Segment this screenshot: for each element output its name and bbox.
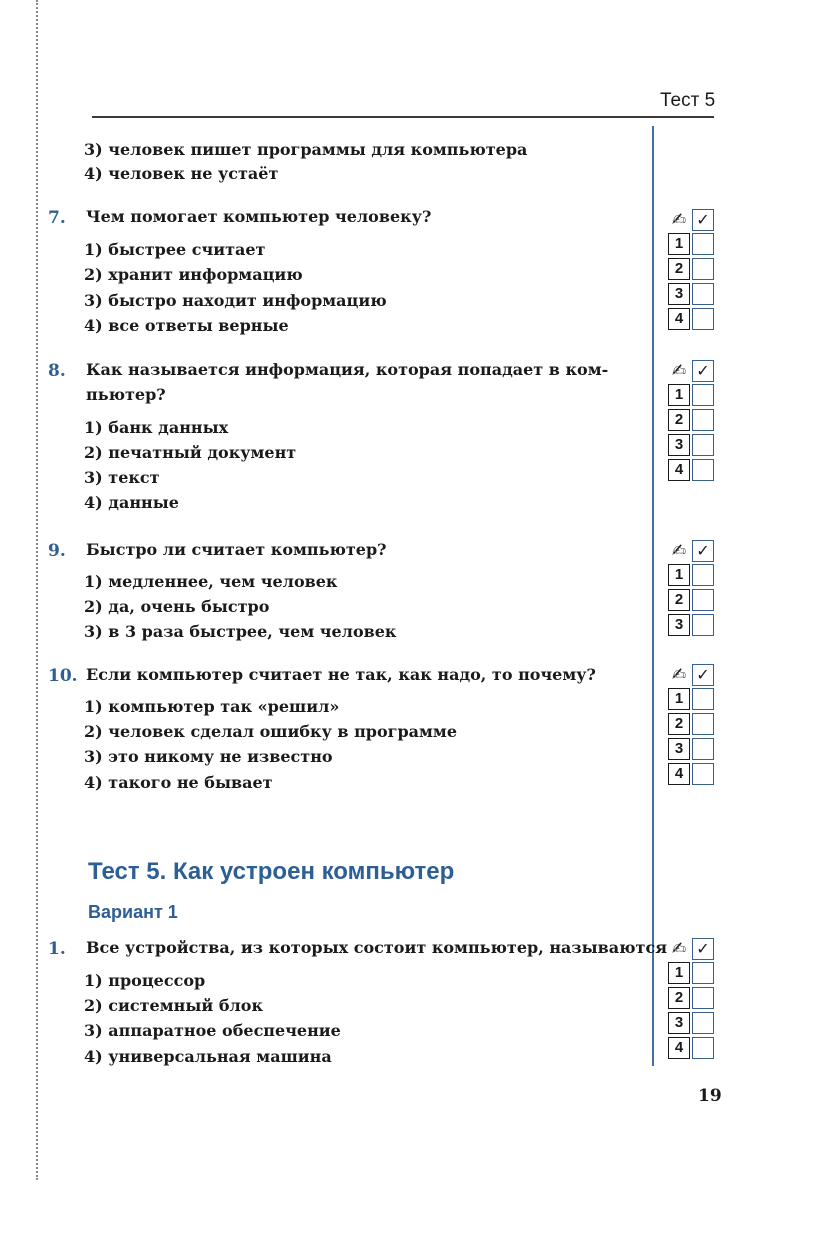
answer-number: 3 — [668, 434, 690, 456]
answer-checkbox[interactable] — [692, 233, 714, 255]
option: 2) печатный документ — [84, 443, 297, 462]
answer-checkbox[interactable] — [692, 384, 714, 406]
answer-checkbox[interactable] — [692, 564, 714, 586]
option: 3) аппаратное обеспечение — [84, 1021, 341, 1040]
question-text: Все устройства, из которых состоит компьютер, называются — [86, 938, 668, 957]
question-text: Чем помогает компьютер человеку? — [86, 207, 432, 226]
question-number: 9. — [48, 541, 66, 561]
option-text: человек пишет программы для компьютера — [108, 140, 528, 159]
option: 1) быстрее считает — [84, 240, 266, 259]
option: 3) текст — [84, 468, 160, 487]
answer-checkbox[interactable] — [692, 1012, 714, 1034]
answer-number: 1 — [668, 688, 690, 710]
answer-box — [668, 360, 718, 482]
margin-dotted-line — [36, 0, 38, 1180]
answer-checkbox[interactable] — [692, 1037, 714, 1059]
pencil-icon: ✍ — [671, 361, 687, 381]
answer-checkbox[interactable] — [692, 738, 714, 760]
check-icon: ✓ — [692, 209, 714, 231]
answer-checkbox[interactable] — [692, 434, 714, 456]
answer-box — [668, 664, 718, 786]
answer-checkbox[interactable] — [692, 459, 714, 481]
answer-checkbox[interactable] — [692, 713, 714, 735]
answer-column-rule — [652, 126, 654, 1066]
option: 4) такого не бывает — [84, 773, 273, 792]
option: 1) банк данных — [84, 418, 229, 437]
option: 4) универсальная машина — [84, 1047, 332, 1066]
option: 3) это никому не известно — [84, 747, 333, 766]
pencil-icon: ✍ — [671, 541, 687, 561]
answer-checkbox[interactable] — [692, 589, 714, 611]
answer-number: 4 — [668, 308, 690, 330]
answer-number: 4 — [668, 763, 690, 785]
check-icon: ✓ — [692, 540, 714, 562]
answer-number: 1 — [668, 962, 690, 984]
option: 1) медленнее, чем человек — [84, 572, 338, 591]
section-title: Тест 5. Как устроен компьютер — [88, 858, 455, 885]
option: 2) системный блок — [84, 996, 263, 1015]
option: 1) процессор — [84, 971, 206, 990]
option: 1) компьютер так «решил» — [84, 697, 340, 716]
question-text-continued: пьютер? — [86, 385, 166, 404]
option-number: 4) — [84, 164, 103, 183]
answer-number: 3 — [668, 738, 690, 760]
answer-checkbox[interactable] — [692, 258, 714, 280]
option-number: 3) — [84, 140, 103, 159]
answer-box — [668, 938, 718, 1060]
answer-box — [668, 209, 718, 331]
answer-number: 3 — [668, 614, 690, 636]
answer-checkbox[interactable] — [692, 283, 714, 305]
answer-number: 1 — [668, 384, 690, 406]
answer-number: 3 — [668, 1012, 690, 1034]
answer-checkbox[interactable] — [692, 688, 714, 710]
variant-title: Вариант 1 — [88, 902, 178, 922]
answer-box — [668, 540, 718, 637]
pencil-icon: ✍ — [671, 939, 687, 959]
check-icon: ✓ — [692, 664, 714, 686]
question-text: Как называется информация, которая попадает в ком- — [86, 360, 609, 379]
answer-number: 2 — [668, 409, 690, 431]
answer-checkbox[interactable] — [692, 763, 714, 785]
option: 2) да, очень быстро — [84, 597, 270, 616]
question-number: 10. — [48, 666, 78, 686]
question-text: Если компьютер считает не так, как надо, то почему? — [86, 665, 596, 684]
option: 3) в 3 раза быстрее, чем человек — [84, 622, 397, 641]
question-number: 8. — [48, 361, 66, 381]
page-number: 19 — [698, 1086, 722, 1106]
continued-option — [84, 140, 527, 159]
option: 4) все ответы верные — [84, 316, 289, 335]
answer-checkbox[interactable] — [692, 409, 714, 431]
option: 3) быстро находит информацию — [84, 291, 387, 310]
answer-number: 2 — [668, 589, 690, 611]
check-icon: ✓ — [692, 360, 714, 382]
pencil-icon: ✍ — [671, 665, 687, 685]
option-text: человек не устаёт — [108, 164, 279, 183]
question-number: 7. — [48, 208, 66, 228]
answer-checkbox[interactable] — [692, 987, 714, 1009]
option: 4) данные — [84, 493, 179, 512]
answer-number: 2 — [668, 987, 690, 1009]
answer-number: 2 — [668, 713, 690, 735]
answer-number: 2 — [668, 258, 690, 280]
question-text: Быстро ли считает компьютер? — [86, 540, 387, 559]
answer-number: 4 — [668, 459, 690, 481]
check-icon: ✓ — [692, 938, 714, 960]
page-header-title: Тест 5 — [660, 90, 716, 111]
option: 2) человек сделал ошибку в программе — [84, 722, 457, 741]
pencil-icon: ✍ — [671, 210, 687, 230]
header-rule — [92, 116, 714, 118]
answer-number: 1 — [668, 233, 690, 255]
option: 2) хранит информацию — [84, 265, 303, 284]
answer-checkbox[interactable] — [692, 962, 714, 984]
continued-option — [84, 164, 278, 183]
answer-number: 1 — [668, 564, 690, 586]
answer-checkbox[interactable] — [692, 614, 714, 636]
question-number: 1. — [48, 939, 66, 959]
answer-number: 4 — [668, 1037, 690, 1059]
answer-number: 3 — [668, 283, 690, 305]
answer-checkbox[interactable] — [692, 308, 714, 330]
